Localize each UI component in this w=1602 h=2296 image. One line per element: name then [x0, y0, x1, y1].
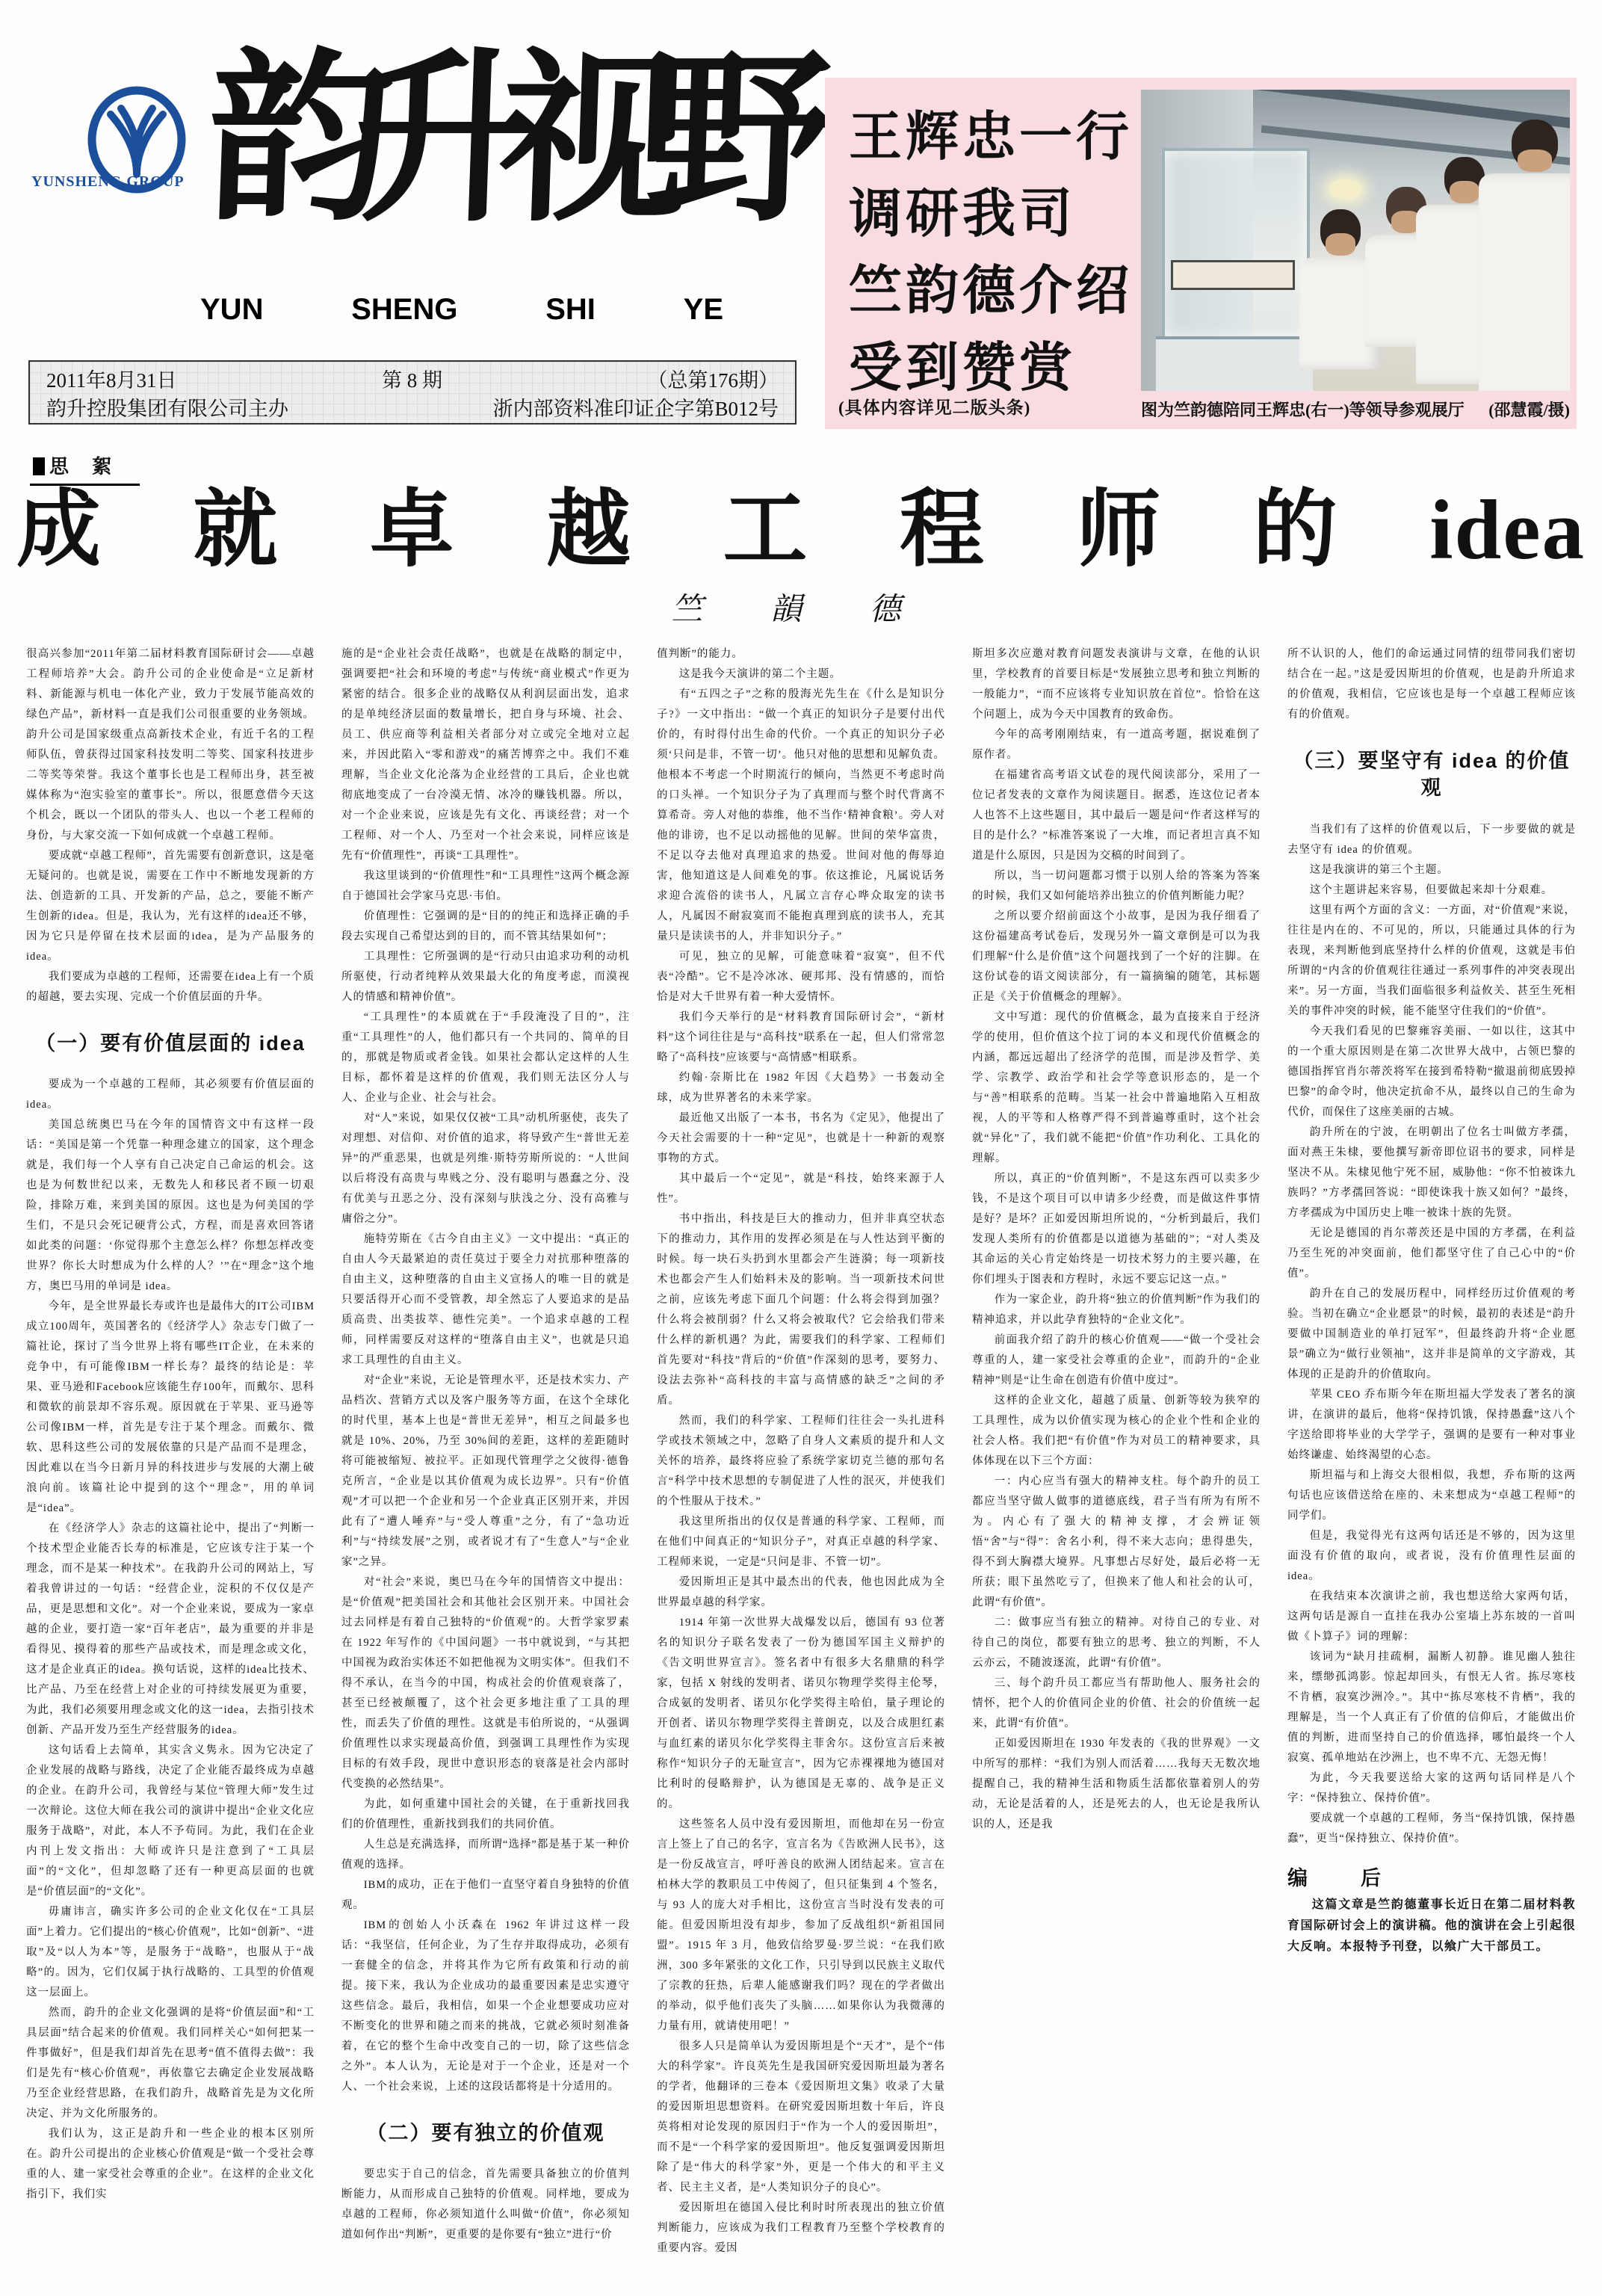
article-paragraph: 今年的高考刚刚结束，有一道高考题，据说难倒了原作者。	[972, 729, 1261, 761]
photo-display-case	[1162, 148, 1310, 341]
article-paragraph: 这是我今天演讲的第二个主题。	[678, 668, 841, 680]
article-paragraph: 约翰·奈斯比在 1982 年因《大趋势》一书轰动全球，成为世界著名的未来学家。	[657, 1072, 945, 1104]
column-subheading: （二）要有独立的价值观	[366, 2122, 605, 2144]
article-paragraph: 韵升在自己的发展历程中，同样经历过价值观的考验。当初在确立“企业愿景”的时候，最初的表述是“韵升要做中国制造业的单打冠军”，但最终韵升将“企业愿景”确立为“做行业领袖”，这并非是简单的文字游戏，其体现的正是韵升的价值取向。	[1287, 1287, 1576, 1380]
news-note: (具体内容详见二版头条)	[838, 398, 1031, 417]
article-paragraph: IBM的成功，正在于他们一直坚守着自身独特的价值观。	[341, 1879, 630, 1911]
masthead-pinyin	[200, 293, 723, 327]
article-paragraph: 很多人只是简单认为爱因斯坦是个“天才”，是个“伟大的科学家”。许良英先生是我国研究爱因斯坦最为著名的学者，他翻译的三卷本《爱因斯坦文集》收录了大量的爱因斯坦思想资料。在研究爱因斯坦数十年后，许良英将相对论发现的原因归于“作为一个人的爱因斯坦”，而不是“一个科学家的爱因斯坦”。他反复强调爱因斯坦除了是“伟大的科学家”外，更是一个伟大的和平主义者、民主主义者，是“人类知识分子的良心”。	[657, 2040, 945, 2194]
article-paragraph: 对“人”来说，如果仅仅被“工具”动机所驱使，丧失了对理想、对信仰、对价值的追求，将导致产生“普世无差异”的严重恶果，也就是列维·斯特劳斯所说的：“人世间以后将没有高贵与卑贱之分、没有聪明与愚蠢之分、没有优美与丑恶之分、没有深刻与肤浅之分、没有高雅与庸俗之分”。	[341, 1112, 630, 1225]
article-paragraph: 我这里谈到的“价值理性”和“工具理性”这两个概念源自于德国社会学家马克思·韦伯。	[341, 870, 630, 902]
issue-total: （总第176期）	[647, 369, 779, 392]
article-paragraph: 我这里所指出的仅仅是普通的科学家、工程师，而在他们中间真正的“知识分子”，对真正卓越的科学家、工程师来说，一定是“只问是非、不管一切”。	[657, 1516, 945, 1568]
article-paragraph: 1914 年第一次世界大战爆发以后，德国有 93 位著名的知识分子联名发表了一份为德国军国主义辩护的《告文明世界宣言》。签名者中有很多大名鼎鼎的科学家，包括 X 射线的发明者、诺贝尔物理学奖得主伦琴，合成氨的发明者、诺贝尔化学奖得主哈伯，量子理论的开创者、诺贝尔物理学奖得主普朗克，以及合成胆红素与血红素的诺贝尔化学奖得主菲舍尔。这份宣言后来被称作“知识分子的无耻宣言”，因为它赤裸裸地为德国对比利时的侵略辩护，认为德国是无辜的、战争是正义的。	[657, 1617, 945, 1810]
article-paragraph: 我们要成为卓越的工程师，还需要在idea上有一个质的超越，要去实现、完成一个价值层面的升华。	[26, 971, 315, 1003]
article-paragraph: 这样的企业文化，超越了质量、创新等较为狭窄的工具理性，成为以价值实现为核心的企业个性和企业的社会人格。我们把“有价值”作为对员工的精神要求，具体体现在以下三个方面：	[972, 1395, 1261, 1467]
article-paragraph: 前面我介绍了韵升的核心价值观——“做一个受社会尊重的人，建一家受社会尊重的企业”，而韵升的“企业精神”则是“让生命在创造有价值中度过”。	[972, 1334, 1261, 1386]
article-column	[341, 644, 630, 2289]
article-paragraph: 这是我演讲的第三个主题。	[1309, 863, 1449, 876]
article-paragraph: 我们认为，这正是韵升和一些企业的根本区别所在。韵升公司提出的企业核心价值观是“做一个受社会尊重的人、建一家受社会尊重的企业”。在这样的企业文化指引下，我们实	[26, 2128, 315, 2201]
column-subheading: （三）要坚守有 idea 的价值观	[1293, 750, 1571, 800]
article-column	[972, 644, 1261, 2289]
article-paragraph: 值判断”的能力。	[657, 648, 743, 660]
photo-credit: (邵慧霞/摄)	[1488, 401, 1570, 419]
column-subheading: （一）要有价值层面的 idea	[35, 1032, 306, 1055]
article-paragraph: IBM的创始人小沃森在 1962 年讲过这样一段话：“我坚信，任何企业，为了生存并取得成功，必须有一套健全的信念，并将其作为它所有政策和行动的前提。接下来，我认为企业成功的最重要因素是忠实遵守这些信念。最后，我相信，如果一个企业想要成功应对不断变化的世界和随之而来的挑战，它就必须时刻准备着，在它的整个生命中改变自己的一切，除了这些信念之外”。本人认为，无论是对于一个企业，还是对一个人、一个社会来说，上述的这段话都将是十分适用的。	[341, 1919, 630, 2093]
article-paragraph: 施特劳斯在《古今自由主义》一文中提出：“真正的自由人今天最紧迫的责任莫过于要全力对抗那种堕落的自由主义，这种堕落的自由主义宣扬人的唯一目的就是只要活得开心而不受管教，却全然忘了人要追求的是品质高贵、出类拔萃、德性完美”。一个追求卓越的工程师，同样需要反对这样的“堕落自由主义”，也就是只追求工具理性的自由主义。	[341, 1233, 630, 1366]
article-paragraph: 然而，韵升的企业文化强调的是将“价值层面”和“工具层面”结合起来的价值观。我们同样关心“如何把某一件事做好”，但是我们却首先在思考“值不值得去做”：我们是先有“核心价值观”，再依靠它去确定企业发展战略乃至企业经营思路，在我们韵升，战略首先是为文化所决定、并为文化所服务的。	[26, 2007, 315, 2120]
article-paragraph: 斯坦多次应邀对教育问题发表演讲与文章，在他的认识里，学校教育的首要目标是“发展独立思考和独立判断的一般能力”，“而不应该将专业知识放在首位”。恰恰在这个问题上，成为今天中国教育的致命伤。	[972, 648, 1261, 720]
logo-group-name: YUNSHENG GROUP	[31, 173, 185, 190]
article-paragraph: 文中写道：现代的价值概念，最为直接来自于经济学的使用，但价值这个拉丁词的本义和现代价值概念的内涵，都远远超出了经济学的范围，而是涉及哲学、美学、宗教学、政治学和社会学等意识形态的，是一个与“善”相联系的范畴。当某一社会中普遍地陷入互相敌视，人的平等和人格尊严得不到普遍尊重时，这个社会就“异化”了，我们就不能把“价值”作功利化、工具化的理解。	[972, 1011, 1261, 1164]
article-paragraph: 当我们有了这样的价值观以后，下一步要做的就是去坚守有 idea 的价值观。	[1287, 823, 1576, 856]
article-paragraph: 书中指出，科技是巨大的推动力，但并非真空状态下的推动力，其作用的发挥必须是在与人性达到平衡的时候。每一块石头扔到水里都会产生涟漪；每一项新技术也都会产生人们始料未及的影响。当一项新技术问世之前，应该先考虑下面几个问题：什么将会得到加强？什么将会被削弱？什么又将会被取代？它会给我们带来什么样的新机遇？为此，需要我们的科学家、工程师们首先要对“科技”背后的“价值”作深刻的思考，要努力、设法去弥补“高科技的丰富与高情感的缺乏”之间的矛盾。	[657, 1213, 945, 1407]
article-author: 竺 韻 德	[671, 593, 931, 627]
photo-lamp	[1329, 179, 1362, 199]
photo-display-tray	[1171, 260, 1295, 290]
article-paragraph: 所以，当一切问题都习惯于以别人给的答案为答案的时候，我们又如何能培养出独立的价值判断能力呢？	[972, 870, 1261, 902]
article-paragraph: 在我结束本次演讲之前，我也想送给大家两句话，这两句话是源自一直挂在我办公室墙上苏东坡的一首叫做《卜算子》词的理解：	[1287, 1590, 1576, 1643]
article-paragraph: 人生总是充满选择，而所谓“选择”都是基于某一种价值观的选择。	[341, 1839, 630, 1871]
photo-caption: 图为竺韵德陪同王辉忠(右一)等领导参观展厅	[1141, 401, 1465, 419]
article-paragraph: 爱因斯坦在德国入侵比利时时所表现出的独立价值判断能力，应该成为我们工程教育乃至整个学校教育的重要内容。爱因	[657, 2202, 945, 2254]
article-paragraph: 作为一家企业，韵升将“独立的价值判断”作为我们的精神追求，并以此孕育独特的“企业文化”。	[972, 1294, 1261, 1326]
article-paragraph: 对“社会”来说，奥巴马在今年的国情咨文中提出：是“价值观”把美国社会和其他社会区别开来。中国社会过去同样是有着自己独特的“价值观”的。大哲学家罗素在 1922 年写作的《中国问题》一书中就说到，“与其把中国视为政治实体还不如把他视为文明实体”。但我们不得不承认，在当今的中国，构成社会的价值观衰落了，甚至已经被颠覆了，这个社会更多地注重了工具的理性，而丢失了价值的理性。这就是韦伯所说的，“从强调价值理性以求实现最高价值，到强调工具理性作为实现目标的有效手段，现世中意识形态的衰落是社会内部时代变换的必然结果”。	[341, 1576, 630, 1790]
article-paragraph: 可见，独立的见解，可能意味着“寂寞”，但不代表“冷酷”。它不是冷冰冰、硬邦邦、没有情感的，而恰恰是对大千世界有着一种大爱情怀。	[657, 951, 945, 1003]
article-paragraph: 很高兴参加“2011年第二届材料教育国际研讨会——卓越工程师培养”大会。韵升公司的企业使命是“立足新材料、新能源与机电一体化产业，致力于发展节能高效的绿色产品”，新材料一直是我们公司很重要的业务领域。韵升公司是国家级重点高新技术企业，有近千名的工程师队伍，曾获得过国家科技发明二等奖、国家科技进步二等奖等荣誉。我这个董事长也是工程师出身，甚至被媒体称为“泡实验室的董事长”。所以，很愿意借今天这个机会，既以一个团队的带头人、也以一个老工程师的身份，与大家交流一下如何成就一个卓越工程师。	[26, 648, 315, 842]
article-paragraph: 其中最后一个“定见”，就是“科技，始终来源于人性”。	[657, 1173, 945, 1205]
news-headline-line: 竺韵德介绍	[849, 262, 1134, 321]
article-paragraph: 毋庸讳言，确实许多公司的企业文化仅在“工具层面”上着力。它们提出的“核心价值观”，比如“创新”、“进取”及“以人为本”等，是服务于“战略”，也服从于“战略”的。因为，它们仅属于执行战略的、工具型的价值观这一层面上。	[26, 1906, 315, 1999]
article-paragraph: 但是，我觉得光有这两句话还是不够的，因为这里面没有价值的取向，或者说，没有价值理性层面的 idea。	[1287, 1529, 1576, 1582]
article-paragraph: 要成就一个卓越的工程师，务当“保持饥饿，保持愚蠢”，更当“保持独立、保持价值”。	[1287, 1812, 1576, 1845]
article-paragraph: 爱因斯坦正是其中最杰出的代表，他也因此成为全世界最卓越的科学家。	[657, 1576, 945, 1608]
article-paragraph: 价值理性：它强调的是“目的的纯正和选择正确的手段去实现自己希望达到的目的，而不管其结果如何”；	[341, 910, 630, 942]
article-paragraph: 苹果 CEO 乔布斯今年在斯坦福大学发表了著名的演讲，在演讲的最后，他将“保持饥饿，保持愚蠢”这八个字送给即将毕业的大学学子，强调的是要有一种对事业始终谦虚、始终渴望的心态。	[1287, 1388, 1576, 1461]
issue-date: 2011年8月31日	[46, 369, 177, 392]
issue-number: 第 8 期	[382, 369, 442, 392]
article-paragraph: 在福建省高考语文试卷的现代阅读部分，采用了一位记者发表的文章作为阅读题目。据悉，连这位记者本人也答不上这些题目，其中最后一题是问“作者这样写的目的是什么？”标准答案说了一大堆，而记者坦言真不知道是什么原因，只是因为交稿的时间到了。	[972, 769, 1261, 862]
article-paragraph: 最近他又出版了一本书，书名为《定见》，他提出了今天社会需要的十一种“定见”，也就是十一种新的观察事物的方式。	[657, 1112, 945, 1164]
article-column	[26, 644, 315, 2289]
article-paragraph: 在《经济学人》杂志的这篇社论中，提出了“判断一个技术型企业能否长寿的标准是，它应该专注于某一个理念，而不是某一种技术”。在我韵升公司的网站上，写着我曾讲过的一句话：“经营企业，淀积的不仅仅是产品，更是思想和文化”。对一个企业来说，要成为一家卓越的企业，要打造一家“百年老店”，最为重要的并非是看得见、摸得着的那些产品或技术，而是理念或文化，这才是企业真正的idea。换句话说，这样的idea比技术、比产品、乃至在经营上对企业的可持续发展更为重要，为此，我们必须要用理念或文化的这一idea，去指引技术创新、产品开发乃至生产经营服务的idea。	[26, 1522, 315, 1737]
article-paragraph: 之所以要介绍前面这个小故事，是因为我仔细看了这份福建高考试卷后，发现另外一篇文章倒是可以为我们理解“什么是价值”这个问题找到了一个好的注脚。在这份试卷的语文阅读部分，有一篇摘编的随笔，其标题正是《关于价值概念的理解》。	[972, 910, 1261, 1003]
section-label: 思 絮	[30, 451, 140, 486]
photo-case-base	[1156, 336, 1313, 391]
editor-note-paragraph: 这篇文章是竺韵德董事长近日在第二届材料教育国际研讨会上的演讲稿。他的演讲在会上引起很大反响。本报特予刊登，以飨广大干部员工。	[1287, 1898, 1576, 1953]
article-paragraph: 这个主题讲起来容易，但要做起来却十分艰难。	[1309, 883, 1553, 896]
article-paragraph: 工具理性：它所强调的是“行动只由追求功利的动机所驱使，行动者纯粹从效果最大化的角度考虑，而漠视人的情感和精神价值”。	[341, 951, 630, 1003]
article-paragraph: 韵升所在的宁波，在明朝出了位名士叫做方孝孺，面对燕王朱棣，要他撰写新帝即位诏书的要求，同样是坚决不从。朱棣见他宁死不屈，威胁他：“你不怕被诛九族吗？”方孝孺回答说：“即使诛我十族又如何？”最终，方孝孺成为中国历史上唯一被诛十族的先贤。	[1287, 1126, 1576, 1219]
article-paragraph: 要成就“卓越工程师”，首先需要有创新意识，这是毫无疑问的。也就是说，需要在工作中不断地发现新的方法、创造新的工具、开发新的产品，总之，要能不断产生创新的idea。但是，我认为，光有这样的idea还不够，因为它只是停留在技术层面的idea，是为产品服务的idea。	[26, 850, 315, 963]
article-paragraph: 要成为一个卓越的工程师，其必须要有价值层面的idea。	[26, 1078, 315, 1111]
editor-note-heading: 编 后	[1287, 1866, 1397, 1889]
article-paragraph: 美国总统奥巴马在今年的国情咨文中有这样一段话：“美国是第一个凭靠一种理念建立的国家，这个理念就是，我们每一个人享有自己决定自己命运的机会。这也是为何数世纪以来，无数先人和移民者不顾一切艰险，排除万难，来到美国的原因。这也是为何美国的学生们，不是只会死记硬背公式，方程，而是喜欢回答诸如此类的问题：‘你觉得那个主意怎么样？你想怎样改变世界？你长大时想成为什么样的人？’”在“理念”这个地方，奥巴马用的单词是 idea。	[26, 1119, 315, 1293]
article-title-latin: idea	[1429, 484, 1586, 577]
news-headline	[849, 99, 1144, 407]
news-photo	[1141, 90, 1570, 391]
article-body-columns	[26, 644, 1576, 2289]
news-headline-line: 王辉忠一行	[849, 108, 1134, 167]
article-paragraph: 三、每个韵升员工都应当有帮助他人、服务社会的情怀，把个人的价值同企业的价值、社会的价值统一起来，此谓“有价值”。	[972, 1677, 1261, 1729]
pinyin-word: YUN	[200, 293, 264, 326]
masthead-title: 韵升视野	[204, 38, 797, 244]
pinyin-word: SHENG	[351, 293, 458, 326]
pinyin-word: SHI	[545, 293, 596, 326]
yunsheng-group-logo-icon	[66, 86, 208, 209]
article-paragraph: 该词为“缺月挂疏桐，漏断人初静。谁见幽人独往来，缥缈孤鸿影。惊起却回头，有恨无人省。拣尽寒枝不肯栖，寂寞沙洲冷。”。其中“拣尽寒枝不肯栖”，我的理解是，当一个人真正有了价值的信仰后，才能做出价值的判断，进而坚持自己的价值选择，哪怕最终一个人寂寞、孤单地站在沙洲上，也不卑不亢、无怨无悔！	[1287, 1650, 1576, 1764]
article-column	[657, 644, 945, 2289]
photo-person	[1479, 120, 1570, 391]
news-headline-line: 受到赞赏	[849, 339, 1077, 398]
pinyin-word: YE	[683, 293, 723, 326]
article-paragraph: 为此，今天我要送给大家的这两句话同样是八个字：“保持独立、保持价值”。	[1287, 1771, 1576, 1804]
issue-publisher: 韵升控股集团有限公司主办	[46, 398, 288, 420]
article-paragraph: 为此，如何重建中国社会的关键，在于重新找回我们的价值理性，重新找到我们的共同价值。	[341, 1798, 630, 1830]
news-headline-line: 调研我司	[849, 185, 1077, 244]
article-paragraph: 对“企业”来说，无论是管理水平，还是技术实力、产品档次、营销方式以及客户服务等方面，在这个全球化的时代里，基本上也是“普世无差异”，相互之间最多也就是 10%、20%，乃至 30%间的差距，这样的差距随时将可能被缩短、被拉平。正如现代管理学之父彼得·德鲁克所言，“企业是以其价值观为成长边界”。只有“价值观”才可以把一个企业和另一个企业真正区别开来，并因此有了“遭人唾弃”与“受人尊重”之分，有了“急功近利”与“持续发展”之别，或者说才有了“生意人”与“企业家”之异。	[341, 1374, 630, 1568]
article-paragraph: 今天我们看见的巴黎雍容美丽、一如以往，这其中的一个重大原因则是在第二次世界大战中，占领巴黎的德国指挥官肖尔蒂茨将军在接到希特勒“撤退前彻底毁掉巴黎”的命令时，他决定抗命不从，最终以自己的生命为代价，而保住了这座美丽的古城。	[1287, 1025, 1576, 1118]
article-paragraph: 斯坦福与和上海交大很相似，我想，乔布斯的这两句话也应该借送给在座的、未来想成为“卓越工程师”的同学们。	[1287, 1469, 1576, 1522]
article-paragraph: 这里有两个方面的含义：一方面，对“价值观”来说，往往是内在的、不可见的，所以，只能通过具体的行为表现，来判断他到底坚持什么样的价值观，这就是韦伯所谓的“内含的价值观往往通过一系列事件的冲突表现出来”。另一方面，当我们面临很多利益攸关、甚至生死相关的事件冲突的时候，能不能坚守住我们的“价值”。	[1287, 904, 1576, 1017]
article-title: 成 就 卓 越 工 程 师 的 idea	[16, 482, 1586, 577]
article-paragraph: 施的是“企业社会责任战略”，也就是在战略的制定中，强调要把“社会和环境的考虑”与传统“商业模式”作更为紧密的结合。很多企业的战略仅从利润层面出发，追求的是单纯经济层面的数量增长，把自身与环境、社会、员工、供应商等利益相关者部分对立或完全地对立起来，并因此陷入“零和游戏”的痛苦博弈之中。我们不难理解，当企业文化沦落为企业经营的工具后，企业也就彻底地变成了一台冷漠无情、冰冷的赚钱机器。所以，对一个企业来说，应该是先有文化、再谈经营；对一个工程师、对一个人、乃至对一个社会来说，同样应该是先有“价值理性”，再谈“工具理性”。	[341, 648, 630, 862]
article-paragraph: 这句话看上去简单，其实含义隽永。因为它决定了企业发展的战略与路线，决定了企业能否最终成为卓越的企业。在韵升公司，我曾经与某位“管理大师”发生过一次辩论。这位大师在我公司的演讲中提出“企业文化应服务于战略”，对此，本人不予苟同。为此，我们在企业内刊上发文指出：大师或许只是注意到了“工具层面”的“文化”，但却忽略了还有一种更高层面的也就是“价值层面”的“文化”。	[26, 1744, 315, 1898]
article-paragraph: 有“五四之子”之称的殷海光先生在《什么是知识分子?》一文中指出：“做一个真正的知识分子是要付出代价的，有时得付出生命的代价。一个真正的知识分子必须‘只问是非，不管一切’。他只对他的思想和见解负责。他根本不考虑一个时期流行的倾向，当然更不考虑时尚的口头禅。一个知识分子为了真理而与整个时代背离不算希奇。旁人对他的恭维，他不当作‘精神食粮’。旁人对他的诽谤，也不足以动摇他的见解。世间的荣华富贵，不足以夺去他对真理追求的热爱。世间对他的侮辱迫害，他知道这是人间难免的事。依这推论，凡属说话务求迎合流俗的读书人，凡属立言存心哗众取宠的读书人，凡属因不耐寂寞而不能抱真理到底的读书人，充其量只是读读书的人，并非知识分子。”	[657, 688, 945, 942]
issue-license: 浙内部资料准印证企字第B012号	[492, 398, 779, 420]
article-paragraph: “工具理性”的本质就在于“手段淹没了目的”，注重“工具理性”的人，他们都只有一个共同的、简单的目的，那就是物质或者金钱。如果社会都认定这样的人生目标，都怀着是这样的价值观，我们则无法区分人与人、企业与企业、社会与社会。	[341, 1011, 630, 1104]
news-panel	[825, 78, 1577, 429]
article-paragraph: 二：做事应当有独立的精神。对待自己的专业、对待自己的岗位，都要有独立的思考、独立的判断，不人云亦云，不随波逐流，此谓“有价值”。	[972, 1617, 1261, 1669]
article-paragraph: 我们今天举行的是“材料教育国际研讨会”，“新材料”这个词往往是与“高科技”联系在一起，但人们常常忽略了“高科技”应该要与“高情感”相联系。	[657, 1011, 945, 1064]
article-paragraph: 要忠实于自己的信念，首先需要具备独立的价值判断能力，从而形成自己独特的价值观。同样地，要成为卓越的工程师，你必须知道什么叫做“价值”，你必须知道如何作出“判断”，更重要的是你要有“独立”进行“价	[341, 2168, 630, 2241]
article-paragraph: 这些签名人员中没有爱因斯坦，而他却在另一份宣言上签上了自己的名字，宣言名为《告欧洲人民书》，这是一份反战宣言，呼吁善良的欧洲人团结起来。宣言在柏林大学的教职员工中传阅了，但只征集到 4 个签名，与 93 人的庞大对手相比，这份宣言当时没有发表的可能。但爱因斯坦没有却步，参加了反战组织“新祖国同盟”。1915 年 3 月，他致信给罗曼·罗兰说：“在我们欧洲，300 多年紧张的文化工作，只引导到以民族主义取代了宗教的狂热，后辈人能感谢我们吗？现在的学者做出的举动，似乎他们丧失了头脑……如果你认为我微薄的力量有用，就请使用吧！”	[657, 1818, 945, 2032]
article-paragraph: 所以，真正的“价值判断”，不是这东西可以卖多少钱，不是这个项目可以申请多少经费，而是做这件事情是好？是坏？正如爱因斯坦所说的，“分析到最后，我们发现人类所有的价值都是以道德为基础的”；“对人类及其命运的关心肯定始终是一切技术努力的主要兴趣，在你们埋头于图表和方程时，永远不要忘记这一点。”	[972, 1173, 1261, 1286]
article-paragraph: 今年，是全世界最长寿或许也是最伟大的IT公司IBM成立100周年，英国著名的《经济学人》杂志专门做了一篇社论，探讨了当今世界上将有哪些IT企业，在未来的竞争中，有可能像IBM一样长寿？最终的结论是：苹果、亚马逊和Facebook应该能生存100年，而戴尔、思科和微软的前景却不容乐观。原因就在于苹果、亚马逊等公司像IBM一样，首先是专注于某个理念。而戴尔、微软、思科这些公司的发展依靠的只是产品而不是理念，因此难以在当今日新月异的科技进步与发展的大潮上破浪向前。该篇社论中提到的这个“理念”，用的单词是“idea”。	[26, 1300, 315, 1515]
article-paragraph: 一：内心应当有强大的精神支柱。每个韵升的员工都应当坚守做人做事的道德底线，君子当有所为有所不为。内心有了强大的精神支撑，才会辨证领悟“舍”与“得”：舍名小利，得不来大志向；患得患失，得不到大胸襟大境界。凡事想占尽好处，最后必将一无所获；眼下虽然吃亏了，但换来了他人和社会的认可，此谓“有价值”。	[972, 1475, 1261, 1608]
article-paragraph: 然而，我们的科学家、工程师们往往会一头扎进科学或技术领域之中，忽略了自身人文素质的提升和人文关怀的培养，最终将应验了系统学家切克兰德的那句名言“科学中技术思想的专制促进了人性的泯灭，并使我们的个性服从于技术。”	[657, 1415, 945, 1507]
article-paragraph: 所不认识的人，他们的命运通过同情的纽带同我们密切结合在一起。”这是爱因斯坦的价值观，也是韵升所追求的价值观，我相信，它应该也是每一个卓越工程师应该有的价值观。	[1287, 648, 1576, 720]
article-paragraph: 无论是德国的肖尔蒂茨还是中国的方孝孺，在利益乃至生死的冲突面前，他们都坚守住了自己心中的“价值”。	[1287, 1226, 1576, 1280]
article-paragraph: 正如爱因斯坦在 1930 年发表的《我的世界观》一文中所写的那样：“我们为别人而活着……我每天无数次地提醒自己，我的精神生活和物质生活都依靠着别人的劳动，无论是活着的人，还是死去的人，也无论是我所认识的人，还是我	[972, 1738, 1261, 1830]
article-column	[1287, 644, 1576, 2289]
issue-info-box	[28, 360, 797, 425]
